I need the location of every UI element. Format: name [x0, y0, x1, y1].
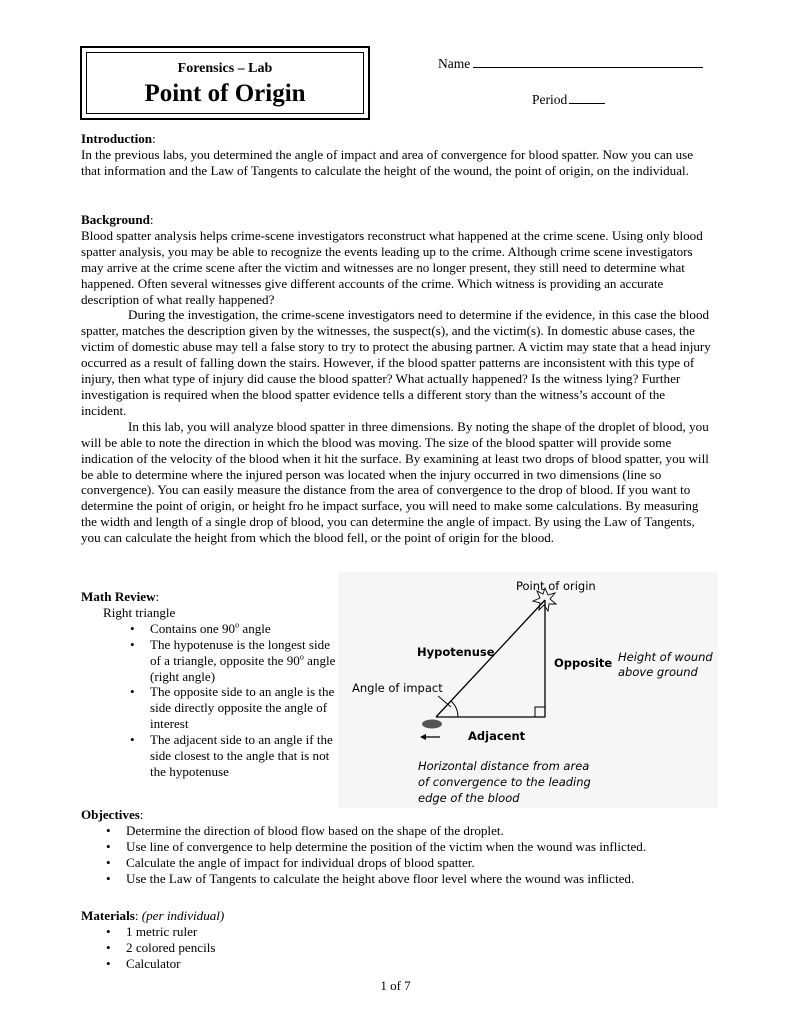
list-item: • Use the Law of Tangents to calculate the height above floor level where the wound was inflicted.: [104, 871, 712, 887]
period-label: Period: [532, 92, 568, 107]
point-of-origin-label: Point of origin: [516, 579, 596, 593]
course-label: Forensics – Lab: [177, 61, 273, 76]
list-item: • The opposite side to an angle is the side directly opposite the angle of interest: [128, 684, 341, 732]
page-number: 1 of 7: [380, 978, 411, 993]
list-item: • Determine the direction of blood flow based on the shape of the droplet.: [104, 823, 712, 839]
materials-note: (per individual): [141, 908, 225, 923]
horizontal-label-line-2: of convergence to the leading: [418, 775, 591, 789]
name-blank[interactable]: [473, 55, 703, 68]
title-box-inner-border: [86, 52, 364, 114]
right-triangle-diagram: [338, 572, 718, 808]
background-section: Background: Blood spatter analysis helps crime-scene investigators reconstruct what happened at the crime scene. Using only blood spatter analysis, you may be able to recognize the events leading up to the crime. Although crime scene investigators may arrive at the crime scene after the victim and witnesses are no longer present, they still need to determine what happened. Often several witnesses give different accounts of the crime. Which witness is providing an accurate description of what really happened? During the investigation, the crime-scene investigators need to determine if the evidence, in this case the blood spatter, matches the description given by the witnesses, the suspect(s), and the victim(s). In domestic abuse cases, the victim of domestic abuse may tell a false story to try to protect the abusing partner. A victim may state that a head injury occurred as a result of falling down the stairs. However, if the blood spatter patterns are inconsistent with this type of injury, then what type of injury did cause the blood spatter? What actually happened? Is the witness lying? Further investigation is required when the blood spatter evidence tells a different story than the witness’s account of the incident. In this lab, you will analyze blood spatter in three dimensions. By noting the shape of the droplet of blood, you will be able to note the direction in which the blood was moving. The size of the blood spatter will provide some indication of the velocity of the blood when it hit the surface. By examining at least two drops of blood spatter, you will be able to determine where the injured person was located when the injury occurred in two dimensions (line so convergence). You can easily measure the distance from the area of convergence to the drop of blood. If you want to determine the point of origin, or height fro he impact surface, you will need to make some calculations. By measuring the width and length of a single drop of blood, you can determine the angle of impact. By using the Law of Tangents, you can calculate the height from which the blood fell, or the point of origin for the blood.: [81, 212, 711, 546]
height-label-line-2: above ground: [618, 665, 698, 679]
math-bullet-list: [128, 621, 341, 780]
period-field[interactable]: [532, 91, 605, 108]
introduction-text: In the previous labs, you determined the angle of impact and area of convergence for blood spatter. Now you can use that information and the Law of Tangents to calculate the height of the wound, the point of origin, on the individual.: [81, 146, 694, 178]
horizontal-label-line-3: edge of the blood: [418, 791, 520, 805]
materials-list: [104, 924, 712, 972]
introduction-section: Introduction: In the previous labs, you determined the angle of impact and area of convergence for blood spatter. Now you can use that information and the Law of Tangents to calculate the height of the wound, the point of origin, on the individual.: [81, 131, 712, 179]
period-blank[interactable]: [569, 91, 605, 104]
introduction-heading: Introduction: [81, 131, 153, 146]
blood-drop-icon: [422, 720, 442, 729]
hypotenuse-label: Hypotenuse: [417, 645, 495, 659]
list-item: • Calculator: [104, 956, 712, 972]
list-item: • The adjacent side to an angle if the side closest to the angle that is not the hypotenuse: [128, 732, 341, 780]
objectives-section: Objectives: • Determine the direction of blood flow based on the shape of the droplet. • Use line of convergence to help determine the position of the victim when the wound was inflicted. • Calculate the angle of impact for individual drops of blood spatter. • Use the Law of Tangents to calculate the height above floor level where the wound was inflicted.: [81, 807, 712, 887]
background-heading: Background: [81, 212, 150, 227]
math-review-heading: Math Review: [81, 589, 156, 604]
page-title: Point of Origin: [144, 80, 306, 107]
background-paragraph-1: Blood spatter analysis helps crime-scene investigators reconstruct what happened at the crime scene. Using only blood spatter analysis, you may be able to recognize the events leading up to the crime. Although crime scene investigators may arrive at the crime scene after the victim and witnesses are no longer present, they still need to determine what happened. Often several witnesses give different accounts of the crime. Which witness is providing an accurate description of what really happened?: [81, 227, 703, 307]
horizontal-label-line-1: Horizontal distance from area: [418, 759, 590, 773]
background-paragraph-2: During the investigation, the crime-scene investigators need to determine if the evidence, in this case the blood spatter, matches the description given by the witnesses, the suspect(s), and the victim(s). In domestic abuse cases, the victim of domestic abuse may tell a false story to try to protect the abusing partner. A victim may state that a head injury occurred as a result of falling down the stairs. However, if the blood spatter patterns are inconsistent with this type of injury, then what type of injury did cause the blood spatter? What actually happened? Is the witness lying? Further investigation is required when the blood spatter evidence tells a different story than the witness’s account of the incident.: [81, 307, 711, 418]
name-field[interactable]: [438, 55, 703, 72]
opposite-label: Opposite: [554, 656, 613, 670]
list-item: • The hypotenuse is the longest side of a triangle, opposite the 90$^o$ angle (right angle): [128, 637, 341, 685]
list-item: • Contains one 90$^o$ angle: [128, 621, 341, 637]
angle-of-impact-label: Angle of impact: [352, 681, 443, 695]
right-triangle-label: Right triangle: [103, 604, 176, 620]
materials-heading: Materials: [81, 908, 135, 923]
math-review-section: Math Review: Right triangle • Contains one 90$^o$ angle • The hypotenuse is the longest side of a triangle, opposite the 90$^o$ angle (right angle) • The opposite side to an angle is the side directly opposite the angle of interest • The adjacent side to an angle if the side closest to the angle that is not the hypotenuse: [81, 589, 341, 780]
height-label-line-1: Height of wound: [618, 650, 713, 664]
background-paragraph-3: In this lab, you will analyze blood spatter in three dimensions. By noting the shape of the droplet of blood, you will be able to note the direction in which the blood was moving. The size of the blood spatter will provide some indication of the velocity of the blood when it hit the surface. By examining at least two drops of blood spatter, you will be able to determine where the injured person was located when the injury occurred in two dimensions (line so convergence). You can easily measure the distance from the area of convergence to the drop of blood. If you want to determine the point of origin, or height fro he impact surface, you will need to make some calculations. By measuring the width and length of a single drop of blood, you can determine the angle of impact. By using the Law of Tangents, you can calculate the height from which the blood fell, or the point of origin for the blood.: [81, 418, 709, 546]
objectives-heading: Objectives: [81, 807, 140, 822]
name-label: Name: [438, 56, 471, 71]
list-item: • 1 metric ruler: [104, 924, 712, 940]
adjacent-label: Adjacent: [468, 729, 526, 743]
list-item: • Calculate the angle of impact for individual drops of blood spatter.: [104, 855, 712, 871]
list-item: • Use line of convergence to help determine the position of the victim when the wound was inflicted.: [104, 839, 712, 855]
objectives-list: [104, 823, 712, 887]
title-box: [80, 46, 370, 120]
materials-section: Materials: (per individual) • 1 metric ruler • 2 colored pencils • Calculator: [81, 908, 712, 972]
list-item: • 2 colored pencils: [104, 940, 712, 956]
